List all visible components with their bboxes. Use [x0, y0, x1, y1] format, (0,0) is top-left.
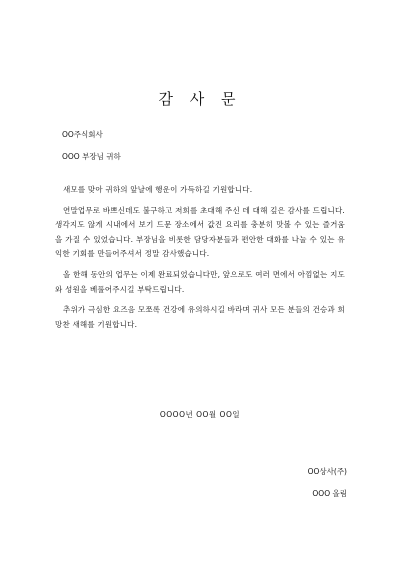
paragraph-request: 올 한해 동안의 업무는 이제 완료되었습니다만, 앞으로도 여러 면에서 아낌없는 지도와 성원을 베풀어주시길 부탁드립니다. [55, 269, 345, 294]
sender-name: OOO 올림 [312, 489, 347, 498]
recipient-company: OO주식회사 [62, 130, 103, 139]
paragraph-greeting: 새모를 맞아 귀하의 앞날에 행운이 가득하길 기원합니다. [63, 185, 253, 194]
paragraph-thanks: 연말업무로 바쁘신데도 불구하고 저희를 초대해 주신 데 대해 깊은 감사를 드립니다. 생각지도 않게 시내에서 보기 드문 장소에서 값진 요리를 충분히 맛볼 수 있는 즐거움을 가질 수 있었습니다. 부장님을 비롯한 담당자분들과 편안한 대화를 나눌 수 있는 유익한 기회를 만들어주셔서 정말 감사했습니다. [55, 205, 345, 259]
document-title: 감 사 문 [158, 90, 242, 108]
paragraph-closing: 추위가 극심한 요즈음 모쪼록 건강에 유의하시길 바라며 귀사 모든 분들의 건승과 희망찬 새해를 기원합니다. [55, 305, 345, 329]
letter-date: OOOO년 OO월 OO일 [159, 410, 241, 419]
sender-company: OO상사(주) [307, 467, 347, 476]
recipient-person: OOO 부장님 귀하 [62, 152, 121, 161]
letter-body [55, 183, 345, 338]
